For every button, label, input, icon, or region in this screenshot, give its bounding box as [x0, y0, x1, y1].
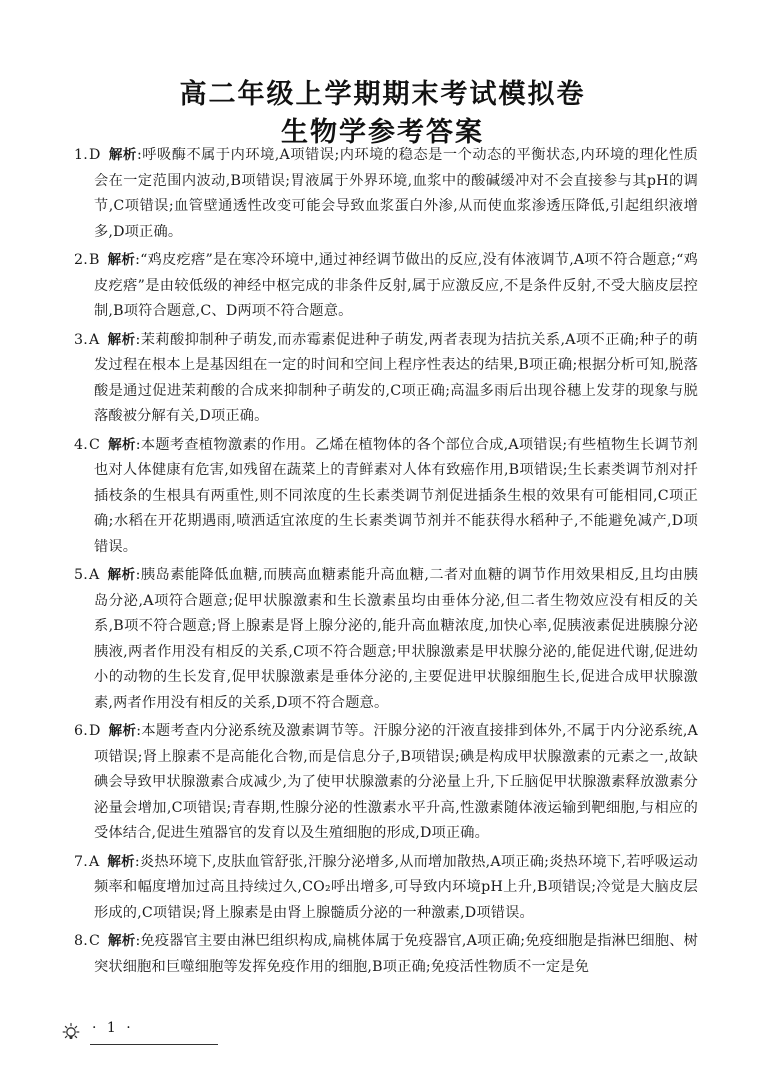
answer-item-1: 1.D 解析:呼吸酶不属于内环境,A项错误;内环境的稳态是一个动态的平衡状态,内环境的理化性质会在一定范围内波动,B项错误;胃液属于外界环境,血浆中的酸碱缓冲对不会直接参与其pH的调节,C项错误;血管壁通透性改变可能会导致血浆蛋白外渗,从而使血浆渗透压降低,引起组织液增多,D项正确。 [74, 147, 698, 240]
answer-number: 3. [74, 331, 88, 348]
answer-choice: C [88, 436, 100, 453]
answer-item-6: 6.D 解析:本题考查内分泌系统及激素调节等。汗腺分泌的汗液直接排到体外,不属于内分泌系统,A项错误;肾上腺素不是高能化合物,而是信息分子,B项错误;碘是构成甲状腺激素的元素之一,故缺碘会导致甲状腺激素合成减少,为了使甲状腺激素的分泌量上升,下丘脑促甲状腺激素释放激素分泌量会增加,C项错误;青春期,性腺分泌的性激素水平升高,性激素随体液运输到靶细胞,与相应的受体结合,促进生殖器官的发育以及生殖细胞的形成,D项正确。 [74, 723, 698, 841]
answer-text: 免疫器官主要由淋巴组织构成,扁桃体属于免疫器官,A项正确;免疫细胞是指淋巴细胞、树突状细胞和巨噬细胞等发挥免疫作用的细胞,B项正确;免疫活性物质不一定是免 [94, 933, 698, 975]
answer-number: 1. [74, 147, 88, 163]
analysis-label: 解析 [107, 567, 136, 583]
analysis-label: 解析 [108, 147, 137, 163]
answer-number: 8. [74, 933, 88, 949]
analysis-label: 解析 [107, 853, 135, 870]
analysis-label: 解析 [108, 723, 137, 739]
answer-text: 茉莉酸抑制种子萌发,而赤霉素促进种子萌发,两者表现为拮抗关系,A项不正确;种子的萌发过程在根本上是基因组在一定的时间和空间上程序性表达的结果,B项正确;根据分析可知,脱落酸是通过促进茉莉酸的合成来抑制种子萌发的,C项正确;高温多雨后出现谷穗上发芽的现象与脱落酸被分解有关,D项正确。 [94, 331, 698, 424]
answer-choice: B [88, 252, 100, 268]
answer-choice: D [88, 723, 101, 739]
answer-text: 胰岛素能降低血糖,而胰高血糖素能升高血糖,二者对血糖的调节作用效果相反,且均由胰岛分泌,A项符合题意;促甲状腺激素和生长激素虽均由垂体分泌,但二者生物效应没有相反的关系,B项不符合题意;肾上腺素是肾上腺分泌的,能升高血糖浓度,加快心率,促胰液素促进胰腺分泌胰液,两者作用没有相反的关系,C项不符合题意;甲状腺激素是甲状腺分泌的,能促进代谢,促进幼小的动物的生长发育,促甲状腺激素是垂体分泌的,主要促进甲状腺细胞生长,促进合成甲状腺激素,两者作用没有相反的关系,D项不符合题意。 [94, 567, 698, 711]
page-footer [60, 1020, 230, 1050]
document-subtitle: 生物学参考答案 [281, 117, 484, 148]
answer-choice: A [88, 567, 100, 583]
analysis-label: 解析 [107, 331, 136, 348]
footer-rule [90, 1044, 218, 1045]
sun-bulb-icon [60, 1022, 82, 1044]
answer-choice: A [88, 331, 100, 348]
answer-item-5: 5.A 解析:胰岛素能降低血糖,而胰高血糖素能升高血糖,二者对血糖的调节作用效果相反,且均由胰岛分泌,A项符合题意;促甲状腺激素和生长激素虽均由垂体分泌,但二者生物效应没有相反的关系,B项不符合题意;肾上腺素是肾上腺分泌的,能升高血糖浓度,加快心率,促胰液素促进胰腺分泌胰液,两者作用没有相反的关系,C项不符合题意;甲状腺激素是甲状腺分泌的,能促进代谢,促进幼小的动物的生长发育,促甲状腺激素是垂体分泌的,主要促进甲状腺细胞生长,促进合成甲状腺激素,两者作用没有相反的关系,D项不符合题意。 [74, 567, 698, 711]
answer-choice: C [88, 933, 100, 949]
answer-number: 2. [74, 252, 88, 268]
answer-item-7: 7.A 解析:炎热环境下,皮肤血管舒张,汗腺分泌增多,从而增加散热,A项正确;炎热环境下,若呼吸运动频率和幅度增加过高且持续过久,CO₂呼出增多,可导致内环境pH上升,B项错误;冷觉是大脑皮层形成的,C项错误;肾上腺素是由肾上腺髓质分泌的一种激素,D项错误。 [74, 853, 698, 921]
analysis-label: 解析 [107, 252, 136, 268]
document-title: 高二年级上学期期末考试模拟卷 [179, 79, 586, 110]
analysis-label: 解析 [108, 436, 136, 453]
answer-item-3: 3.A 解析:茉莉酸抑制种子萌发,而赤霉素促进种子萌发,两者表现为拮抗关系,A项不正确;种子的萌发过程在根本上是基因组在一定的时间和空间上程序性表达的结果,B项正确;根据分析可知,脱落酸是通过促进茉莉酸的合成来抑制种子萌发的,C项正确;高温多雨后出现谷穗上发芽的现象与脱落酸被分解有关,D项正确。 [74, 331, 698, 424]
answer-text: 本题考查植物激素的作用。乙烯在植物体的各个部位合成,A项错误;有些植物生长调节剂也对人体健康有危害,如残留在蔬菜上的青鲜素对人体有致癌作用,B项错误;生长素类调节剂对扦插枝条的生根具有两重性,则不同浓度的生长素类调节剂促进插条生根的效果有可能相同,C项正确;水稻在开花期遇雨,喷洒适宜浓度的生长素类调节剂并不能获得水稻种子,不能避免减产,D项错误。 [94, 436, 699, 555]
answer-number: 6. [74, 723, 88, 739]
analysis-label: 解析 [108, 933, 136, 949]
answer-item-2: 2.B 解析:“鸡皮疙瘩”是在寒冷环境中,通过神经调节做出的反应,没有体液调节,A项不符合题意;“鸡皮疙瘩”是由较低级的神经中枢完成的非条件反射,属于应激反应,不是条件反射,不受大脑皮层控制,B项符合题意,C、D两项不符合题意。 [74, 252, 698, 319]
answer-item-4: 4.C 解析:本题考查植物激素的作用。乙烯在植物体的各个部位合成,A项错误;有些植物生长调节剂也对人体健康有危害,如残留在蔬菜上的青鲜素对人体有致癌作用,B项错误;生长素类调节剂对扦插枝条的生根具有两重性,则不同浓度的生长素类调节剂促进插条生根的效果有可能相同,C项正确;水稻在开花期遇雨,喷洒适宜浓度的生长素类调节剂并不能获得水稻种子,不能避免减产,D项错误。 [74, 436, 699, 555]
answer-choice: A [88, 853, 100, 870]
answer-text: “鸡皮疙瘩”是在寒冷环境中,通过神经调节做出的反应,没有体液调节,A项不符合题意;“鸡皮疙瘩”是由较低级的神经中枢完成的非条件反射,属于应激反应,不是条件反射,不受大脑皮层控制,B项符合题意,C、D两项不符合题意。 [94, 252, 698, 319]
answer-text: 呼吸酶不属于内环境,A项错误;内环境的稳态是一个动态的平衡状态,内环境的理化性质会在一定范围内波动,B项错误;胃液属于外界环境,血浆中的酸碱缓冲对不会直接参与其pH的调节,C项错误;血管壁通透性改变可能会导致血浆蛋白外渗,从而使血浆渗透压降低,引起组织液增多,D项正确。 [94, 147, 698, 240]
answer-list [74, 143, 698, 983]
answer-number: 7. [74, 853, 88, 870]
answer-text: 炎热环境下,皮肤血管舒张,汗腺分泌增多,从而增加散热,A项正确;炎热环境下,若呼吸运动频率和幅度增加过高且持续过久,CO₂呼出增多,可导致内环境pH上升,B项错误;冷觉是大脑皮层形成的,C项错误;肾上腺素是由肾上腺髓质分泌的一种激素,D项错误。 [94, 853, 698, 921]
answer-number: 5. [74, 567, 88, 583]
page-number: · 1 · [92, 1020, 134, 1036]
answer-text: 本题考查内分泌系统及激素调节等。汗腺分泌的汗液直接排到体外,不属于内分泌系统,A项错误;肾上腺素不是高能化合物,而是信息分子,B项错误;碘是构成甲状腺激素的元素之一,故缺碘会导致甲状腺激素合成减少,为了使甲状腺激素的分泌量上升,下丘脑促甲状腺激素释放激素分泌量会增加,C项错误;青春期,性腺分泌的性激素水平升高,性激素随体液运输到靶细胞,与相应的受体结合,促进生殖器官的发育以及生殖细胞的形成,D项正确。 [94, 723, 698, 841]
answer-item-8: 8.C 解析:免疫器官主要由淋巴组织构成,扁桃体属于免疫器官,A项正确;免疫细胞是指淋巴细胞、树突状细胞和巨噬细胞等发挥免疫作用的细胞,B项正确;免疫活性物质不一定是免 [74, 933, 698, 975]
answer-choice: D [88, 147, 101, 163]
answer-number: 4. [74, 436, 88, 453]
